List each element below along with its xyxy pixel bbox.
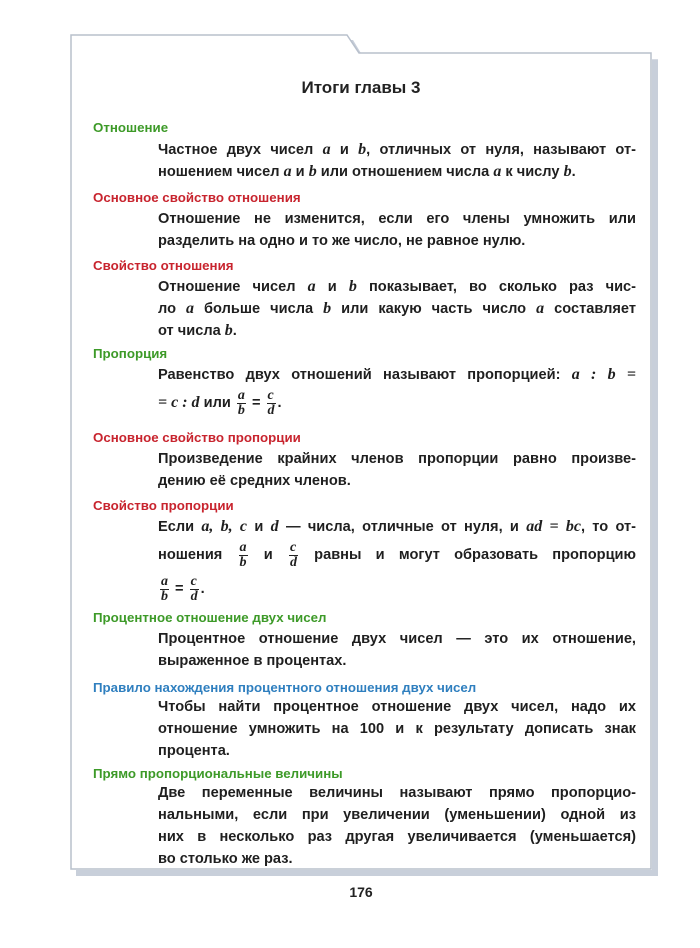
fraction-c-d: $\frac{c}{d}$	[289, 539, 297, 570]
line: Отношение чисел a и b показывает, во сколько раз чис-	[158, 278, 637, 295]
line: Отношение не изменится, если его члены умножить или	[158, 211, 636, 227]
text-proportion	[158, 364, 636, 420]
line: них в несколько раз другая увеличивается (уменьшается)	[158, 829, 636, 845]
heading-direct-proportion: Прямо пропорциональные величины	[93, 766, 343, 781]
line: Равенство двух отношений называют пропорцией: a : b =	[158, 366, 636, 383]
line: = c : d или $\frac{a}{b}$ = $\frac{c}{d}$ .	[158, 387, 282, 418]
fraction-c-d: $\frac{c}{d}$	[190, 573, 198, 604]
heading-proportion: Пропорция	[93, 346, 168, 361]
line: разделить на одно и то же число, не равное нулю.	[158, 233, 526, 249]
heading-percent-ratio: Процентное отношение двух чисел	[93, 610, 327, 625]
heading-ratio-basic-property: Основное свойство отношения	[93, 190, 301, 205]
page-number: 176	[349, 884, 373, 900]
line: нальными, если при увеличении (уменьшении) одной из	[158, 807, 636, 823]
line: процента.	[158, 743, 230, 759]
heading-proportion-basic-property: Основное свойство пропорции	[93, 430, 301, 445]
text-direct-proportion	[158, 782, 636, 870]
text-percent-ratio	[158, 628, 636, 672]
line: Произведение крайних членов пропорции равно произве-	[158, 451, 636, 467]
text-proportion-basic-property	[158, 448, 636, 492]
line: Чтобы найти процентное отношение двух чисел, надо их	[158, 699, 636, 715]
text-ratio-property	[158, 276, 636, 342]
heading-ratio: Отношение	[93, 120, 169, 135]
line: от числа b.	[158, 322, 237, 339]
text-ratio-basic-property	[158, 208, 636, 252]
text-percent-rule	[158, 696, 636, 762]
fraction-a-b: $\frac{a}{b}$	[237, 387, 245, 418]
line: Процентное отношение двух чисел — это их отношение,	[158, 631, 636, 647]
line: Если a, b, c и d — числа, отличные от нуля, и ad = bc, то от-	[158, 518, 637, 535]
line: ношения $\frac{a}{b}$ и $\frac{c}{d}$ равны и могут образовать пропорцию	[158, 539, 636, 570]
fraction-c-d: $\frac{c}{d}$	[267, 387, 275, 418]
text-proportion-property	[158, 516, 636, 606]
line: ло a больше числа b или какую часть число a составляет	[158, 300, 636, 317]
text-ratio	[158, 139, 636, 183]
line: ношением чисел a и b или отношением числа a к числу b.	[158, 163, 576, 180]
line: Частное двух чисел a и b, отличных от нуля, называют от-	[158, 141, 636, 158]
line: дению её средних членов.	[158, 473, 351, 489]
heading-proportion-property: Свойство пропорции	[93, 498, 234, 513]
line: Две переменные величины называют прямо пропорцио-	[158, 785, 636, 801]
line: $\frac{a}{b}$ = $\frac{c}{d}$ .	[161, 573, 205, 604]
heading-percent-rule: Правило нахождения процентного отношения двух чисел	[93, 680, 477, 695]
line: отношение умножить на 100 и к результату дописать знак	[158, 721, 636, 737]
page-title: Итоги главы 3	[301, 78, 421, 97]
line: выраженное в процентах.	[158, 653, 347, 669]
fraction-a-b: $\frac{a}{b}$	[161, 573, 168, 604]
line: во столько же раз.	[158, 851, 293, 867]
heading-ratio-property: Свойство отношения	[93, 258, 234, 273]
fraction-a-b: $\frac{a}{b}$	[239, 539, 247, 570]
